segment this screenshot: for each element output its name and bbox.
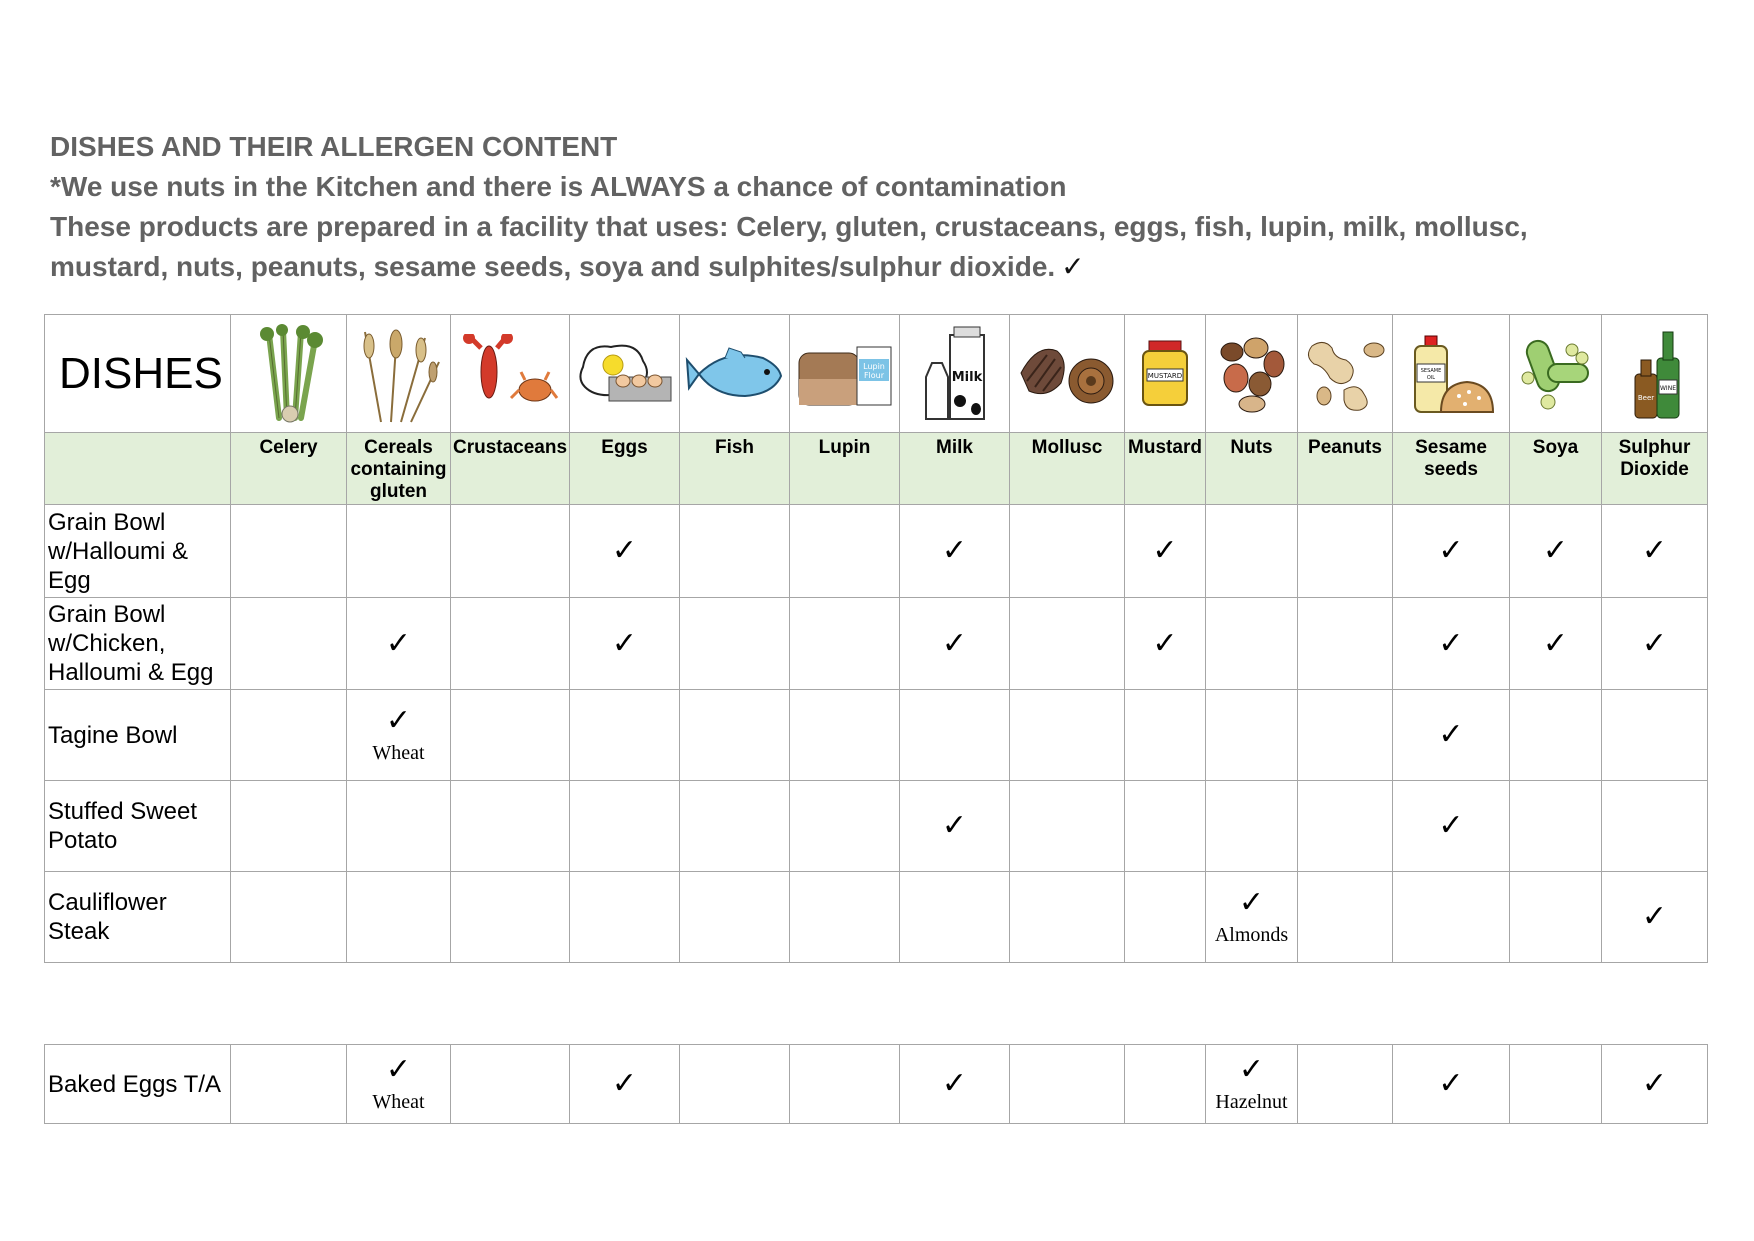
allergen-cell	[1298, 690, 1393, 781]
allergen-cell	[680, 505, 790, 598]
extra-dishes-table	[44, 1044, 1708, 1124]
allergen-cell	[1206, 690, 1298, 781]
nuts-icon	[1206, 315, 1298, 433]
allergen-cell	[1298, 781, 1393, 872]
allergen-cell	[231, 690, 347, 781]
allergen-cell	[231, 872, 347, 963]
dish-name: Grain Bowl w/Chicken, Halloumi & Egg	[45, 598, 231, 690]
allergen-cell	[1125, 872, 1206, 963]
allergen-cell	[1298, 872, 1393, 963]
dish-row	[45, 505, 1708, 598]
allergen-label: Sesame seeds	[1393, 433, 1510, 505]
allergen-label: Nuts	[1206, 433, 1298, 505]
svg-text:Milk: Milk	[951, 369, 982, 385]
check-mark-icon: ✓	[385, 626, 412, 660]
allergen-cell	[1206, 1045, 1298, 1124]
check-mark-icon: ✓	[1542, 534, 1569, 567]
allergen-cell	[900, 1045, 1010, 1124]
allergen-note: Hazelnut	[1215, 1091, 1288, 1113]
allergen-cell	[570, 1045, 680, 1124]
check-mark-icon: ✓	[1152, 626, 1178, 660]
soya-icon	[1510, 315, 1602, 433]
allergen-cell	[1602, 598, 1708, 690]
allergen-cell	[231, 1045, 347, 1124]
allergen-cell	[451, 505, 570, 598]
wheat-icon	[347, 315, 451, 433]
allergen-cell	[570, 598, 680, 690]
fish-icon	[680, 315, 790, 433]
allergen-label: Lupin	[790, 433, 900, 505]
allergen-cell	[790, 872, 900, 963]
svg-text:Lupin: Lupin	[862, 361, 885, 371]
allergen-cell	[1602, 690, 1708, 781]
allergen-label: Cereals containing gluten	[347, 433, 451, 505]
check-mark-icon: ✓	[941, 809, 968, 842]
allergen-cell	[570, 781, 680, 872]
check-mark-icon: ✓	[1641, 626, 1668, 660]
check-mark-icon: ✓	[941, 626, 968, 660]
allergen-note: Wheat	[372, 1091, 425, 1113]
check-mark-icon: ✓	[1438, 1067, 1464, 1100]
allergen-cell	[451, 781, 570, 872]
check-mark-icon: ✓	[1641, 900, 1668, 933]
allergen-cell	[1510, 598, 1602, 690]
allergen-cell	[1393, 781, 1510, 872]
allergen-cell	[347, 781, 451, 872]
allergen-cell	[680, 872, 790, 963]
allergen-cell	[1125, 690, 1206, 781]
allergen-label: Sulphur Dioxide	[1602, 433, 1708, 505]
svg-text:WINE: WINE	[1659, 384, 1676, 392]
allergen-cell	[1125, 598, 1206, 690]
allergen-cell	[1510, 781, 1602, 872]
allergen-label: Peanuts	[1298, 433, 1393, 505]
allergen-label: Milk	[900, 433, 1010, 505]
header-facility-text: mustard, nuts, peanuts, sesame seeds, soya and sulphites/sulphur dioxide.	[50, 251, 1056, 282]
milk-icon	[900, 315, 1010, 433]
header-facility-line-1: These products are prepared in a facility that uses: Celery, gluten, crustaceans, eggs, fish, lupin, milk, mollusc,	[50, 211, 1528, 242]
allergen-cell	[347, 598, 451, 690]
allergen-cell	[1125, 1045, 1206, 1124]
allergen-cell	[231, 505, 347, 598]
allergen-cell	[1206, 598, 1298, 690]
sesame-icon	[1393, 315, 1510, 433]
eggs-icon	[570, 315, 680, 433]
allergen-label: Celery	[231, 433, 347, 505]
allergen-cell	[1298, 505, 1393, 598]
allergen-label: Mollusc	[1010, 433, 1125, 505]
lobster-crab-icon	[451, 315, 570, 433]
allergen-cell	[900, 505, 1010, 598]
check-mark-icon: ✓	[611, 1067, 638, 1100]
allergen-cell	[900, 690, 1010, 781]
allergen-header	[50, 127, 1690, 287]
allergen-cell	[1206, 505, 1298, 598]
check-mark-icon: ✓	[941, 534, 968, 567]
dish-row	[45, 781, 1708, 872]
allergen-label: Soya	[1510, 433, 1602, 505]
allergen-cell	[1393, 505, 1510, 598]
allergen-cell	[570, 872, 680, 963]
allergen-cell	[1010, 872, 1125, 963]
dish-row	[45, 1045, 1708, 1124]
allergen-cell	[1602, 1045, 1708, 1124]
mustard-jar-icon	[1125, 315, 1206, 433]
allergen-cell	[1298, 1045, 1393, 1124]
allergen-cell	[231, 598, 347, 690]
allergen-cell	[900, 872, 1010, 963]
allergen-cell	[680, 598, 790, 690]
allergen-cell	[347, 505, 451, 598]
allergen-cell	[790, 781, 900, 872]
check-mark-icon: ✓	[1152, 534, 1178, 567]
check-mark-icon: ✓	[1641, 1067, 1668, 1100]
allergen-cell	[1010, 505, 1125, 598]
allergen-cell	[1206, 872, 1298, 963]
allergen-cell	[451, 1045, 570, 1124]
allergen-icon-row	[45, 315, 1708, 433]
allergen-cell	[790, 690, 900, 781]
allergen-cell	[570, 505, 680, 598]
dish-name: Stuffed Sweet Potato	[45, 781, 231, 872]
shells-icon	[1010, 315, 1125, 433]
allergen-label: Crustaceans	[451, 433, 570, 505]
allergen-cell	[1010, 1045, 1125, 1124]
allergen-cell	[347, 690, 451, 781]
allergen-cell	[451, 872, 570, 963]
allergen-cell	[1125, 781, 1206, 872]
svg-text:MUSTARD: MUSTARD	[1147, 371, 1183, 380]
allergen-cell	[1393, 598, 1510, 690]
allergen-cell	[1602, 505, 1708, 598]
check-mark-icon: ✓	[1438, 718, 1464, 751]
allergen-cell	[900, 598, 1010, 690]
svg-text:Beer: Beer	[1637, 393, 1654, 402]
allergen-cell	[451, 598, 570, 690]
dish-row	[45, 598, 1708, 690]
allergen-cell	[1010, 690, 1125, 781]
wine-beer-bottles-icon	[1602, 315, 1708, 433]
allergen-cell	[570, 690, 680, 781]
allergen-cell	[1393, 872, 1510, 963]
allergen-cell	[231, 781, 347, 872]
header-facility-line-2	[50, 247, 1690, 287]
allergen-label: Eggs	[570, 433, 680, 505]
svg-text:OIL: OIL	[1426, 374, 1436, 381]
allergen-cell	[1510, 872, 1602, 963]
allergen-cell	[1602, 872, 1708, 963]
allergen-cell	[1010, 598, 1125, 690]
allergen-cell	[790, 598, 900, 690]
dish-row	[45, 690, 1708, 781]
allergen-cell	[1602, 781, 1708, 872]
allergen-label-row	[45, 433, 1708, 505]
header-nuts-warning: *We use nuts in the Kitchen and there is ALWAYS a chance of contamination	[50, 171, 1067, 202]
allergen-cell	[451, 690, 570, 781]
dish-name: Grain Bowl w/Halloumi & Egg	[45, 505, 231, 598]
allergen-cell	[1510, 690, 1602, 781]
allergen-cell	[1393, 690, 1510, 781]
allergen-cell	[1010, 781, 1125, 872]
allergen-cell	[790, 505, 900, 598]
check-mark-icon: ✓	[1641, 534, 1668, 567]
label-row-spacer	[45, 433, 231, 505]
allergen-cell	[900, 781, 1010, 872]
check-mark-icon: ✓	[611, 626, 638, 660]
dishes-title: DISHES	[45, 315, 231, 433]
allergen-cell	[1206, 781, 1298, 872]
dish-name: Tagine Bowl	[45, 690, 231, 781]
svg-text:Flour: Flour	[863, 370, 884, 380]
allergen-cell	[680, 690, 790, 781]
check-mark-icon: ✓	[1438, 626, 1464, 660]
svg-text:SESAME: SESAME	[1420, 367, 1442, 374]
allergen-cell	[1510, 1045, 1602, 1124]
allergen-cell	[1510, 505, 1602, 598]
check-mark-icon: ✓	[941, 1067, 968, 1100]
lupin-flour-icon	[790, 315, 900, 433]
allergen-table	[44, 314, 1708, 963]
dish-row	[45, 872, 1708, 963]
allergen-cell	[347, 1045, 451, 1124]
allergen-label: Mustard	[1125, 433, 1206, 505]
allergen-cell	[680, 781, 790, 872]
check-mark-icon: ✓	[1438, 809, 1464, 842]
allergen-cell	[347, 872, 451, 963]
allergen-cell	[790, 1045, 900, 1124]
celery-icon	[231, 315, 347, 433]
check-mark-icon: ✓	[385, 704, 412, 737]
check-mark-icon: ✓	[1238, 886, 1265, 919]
dish-name: Cauliflower Steak	[45, 872, 231, 963]
header-title: DISHES AND THEIR ALLERGEN CONTENT	[50, 131, 618, 162]
check-mark-icon: ✓	[611, 534, 638, 567]
dish-name: Baked Eggs T/A	[45, 1045, 231, 1124]
allergen-cell	[1125, 505, 1206, 598]
allergen-note: Wheat	[372, 742, 425, 764]
allergen-cell	[1393, 1045, 1510, 1124]
check-mark-icon: ✓	[1438, 534, 1464, 567]
allergen-cell	[680, 1045, 790, 1124]
check-mark-icon: ✓	[1238, 1053, 1265, 1086]
check-mark-icon: ✓	[1542, 626, 1569, 660]
check-mark-icon: ✓	[385, 1053, 412, 1086]
allergen-note: Almonds	[1214, 924, 1289, 946]
peanuts-icon	[1298, 315, 1393, 433]
allergen-cell	[1298, 598, 1393, 690]
check-mark-icon: ✓	[1061, 251, 1085, 282]
allergen-label: Fish	[680, 433, 790, 505]
